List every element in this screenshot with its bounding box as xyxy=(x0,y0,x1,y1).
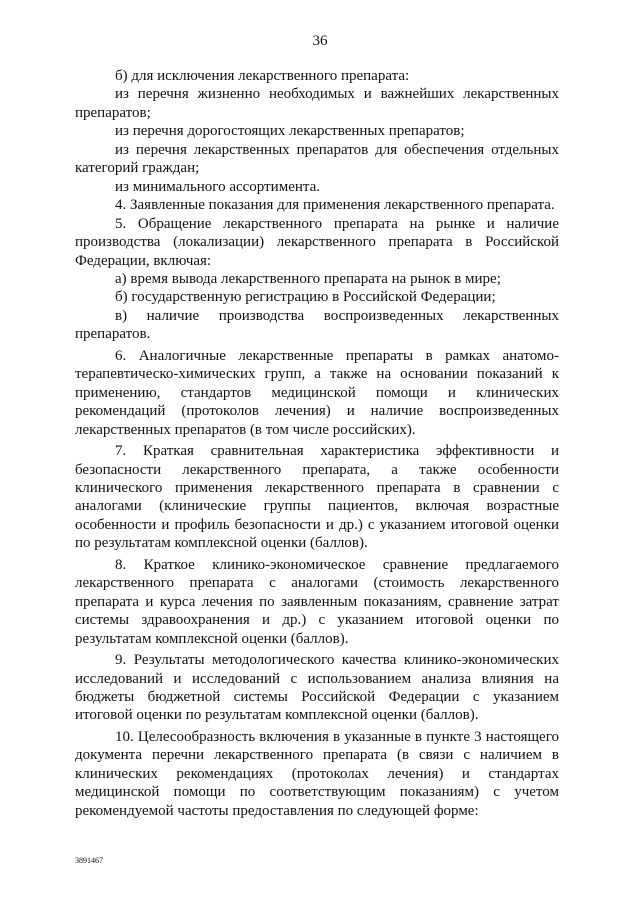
paragraph-minimal-assortment: из минимального ассортимента. xyxy=(115,178,321,195)
paragraph-item-7: 7. Краткая сравнительная характеристика эффективности и безопасности лекарственного препарата, а также особенности клинического применения лекарственного препарата в сравнении с аналогами (клинические группы пациентов, включая возрастные особенности и профиль безопасности и др.) с указанием итоговой оценки по результатам комплексной оценки (баллов). xyxy=(75,443,559,552)
paragraph-item-5: 5. Обращение лекарственного препарата на рынке и наличие производства (локализации) лекарственного препарата в Российской Федерации, включая: xyxy=(75,215,559,269)
paragraph-categories-list: из перечня лекарственных препаратов для обеспечения отдельных категорий граждан; xyxy=(75,141,559,177)
paragraph-b-exclusion: б) для исключения лекарственного препарата: xyxy=(115,68,410,84)
page-number: 36 xyxy=(312,33,328,49)
paragraph-item-8: 8. Краткое клинико-экономическое сравнение предлагаемого лекарственного препарата с аналогами (стоимость лекарственного препарата и курса лечения по заявленным показаниям, сравнение затрат системы здравоохранения и др.) с указанием итоговой оценки по результатам комплексной оценки (баллов). xyxy=(75,556,559,647)
paragraph-expensive-list: из перечня дорогостоящих лекарственных препаратов; xyxy=(115,123,465,140)
paragraph-item-10: 10. Целесообразность включения в указанные в пункте 3 настоящего документа перечни лекарственного препарата (в связи с наличием в клинических рекомендациях (протоколах лечения) и стандартах медицинской помощи по соответствующим показаниям) с учетом рекомендуемой частоты предоставления по следующей форме: xyxy=(75,728,559,819)
paragraph-item-4: 4. Заявленные показания для применения лекарственного препарата. xyxy=(115,197,555,214)
paragraph-item-5a: а) время вывода лекарственного препарата на рынок в мире; xyxy=(115,270,501,287)
paragraph-vital-list: из перечня жизненно необходимых и важнейших лекарственных препаратов; xyxy=(75,86,559,121)
document-id: 3891467 xyxy=(75,856,103,865)
document-body xyxy=(75,67,559,820)
paragraph-item-5v: в) наличие производства воспроизведенных лекарственных препаратов. xyxy=(75,307,559,343)
paragraph-item-6: 6. Аналогичные лекарственные препараты в рамках анатомо-терапевтическо-химических групп, а также на основании показаний к применению, стандартов медицинской помощи и клинических рекомендаций (протоколов лечения) и наличие воспроизведенных лекарственных препаратов (в том числе российских). xyxy=(75,347,559,438)
paragraph-item-9: 9. Результаты методологического качества клинико-экономических исследований и исследований с использованием анализа влияния на бюджеты бюджетной системы Российской Федерации с указанием итоговой оценки по результатам комплексной оценки (баллов). xyxy=(75,652,559,724)
paragraph-item-5b: б) государственную регистрацию в Российской Федерации; xyxy=(115,289,496,306)
